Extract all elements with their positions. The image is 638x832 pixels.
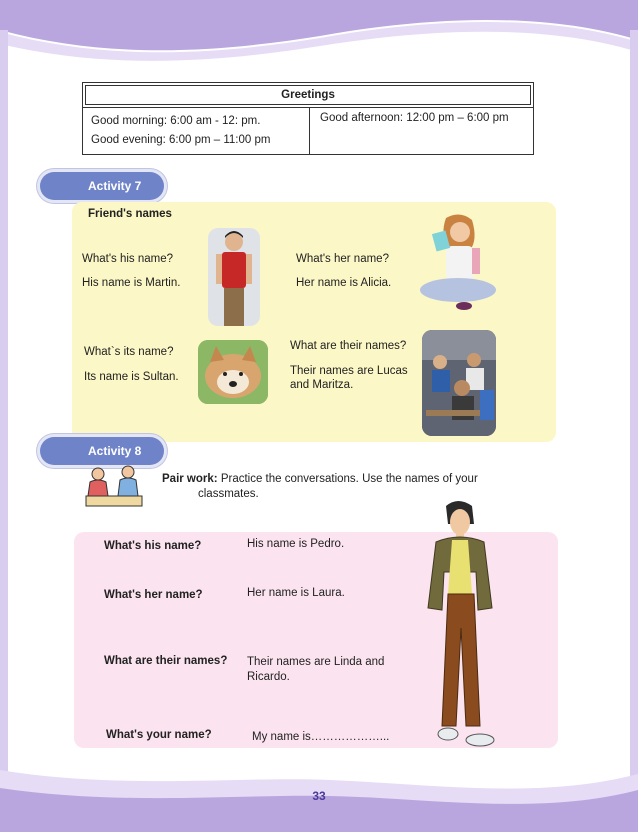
practice-answer-your: My name is………………...: [252, 731, 390, 743]
pair-work-label: Pair work:: [162, 473, 218, 485]
practice-question-his: What's his name?: [104, 540, 202, 552]
answer-their-names-line2: and Maritza.: [290, 379, 354, 391]
answer-their-names-line1: Their names are Lucas: [290, 365, 408, 377]
activity-7-badge: Activity 7: [40, 172, 164, 200]
answer-her-name: Her name is Alicia.: [296, 277, 392, 289]
practice-question-her: What's her name?: [104, 589, 203, 601]
greeting-evening: Good evening: 6:00 pm – 11:00 pm: [91, 134, 271, 146]
martin-photo: [208, 228, 260, 326]
classroom-photo: [422, 330, 496, 436]
answer-its-name: Its name is Sultan.: [84, 371, 179, 383]
answer-his-name: His name is Martin.: [82, 277, 181, 289]
right-border: [630, 30, 638, 810]
greetings-title: Greetings: [83, 83, 534, 108]
greeting-morning: Good morning: 6:00 am - 12: pm.: [91, 115, 261, 127]
pair-work-text-1: Practice the conversations. Use the names of your: [220, 473, 478, 485]
question-their-names: What are their names?: [290, 340, 407, 352]
practice-answer-her: Her name is Laura.: [247, 587, 345, 599]
greetings-table: [82, 82, 534, 155]
pair-work-text-2: classmates.: [198, 488, 259, 500]
pair-work-icon: [80, 460, 148, 510]
practice-answer-his: His name is Pedro.: [247, 538, 345, 550]
friends-names-heading: Friend's names: [88, 208, 172, 220]
practice-answer-their-line1: Their names are Linda and: [247, 656, 385, 668]
left-border: [0, 30, 8, 810]
page-number: 33: [312, 789, 326, 803]
sultan-dog-photo: [198, 340, 268, 404]
alicia-illustration: [418, 210, 498, 320]
activity-8-badge: Activity 8: [40, 437, 164, 465]
practice-question-your: What's your name?: [106, 729, 212, 741]
question-its-name: What`s its name?: [84, 346, 174, 358]
question-her-name: What's her name?: [296, 253, 389, 265]
question-his-name: What's his name?: [82, 253, 174, 265]
top-decorative-wave: [0, 0, 638, 80]
practice-question-their: What are their names?: [104, 655, 228, 667]
practice-answer-their-line2: Ricardo.: [247, 671, 290, 683]
young-man-illustration: [418, 498, 514, 750]
greeting-afternoon: Good afternoon: 12:00 pm – 6:00 pm: [320, 112, 509, 124]
